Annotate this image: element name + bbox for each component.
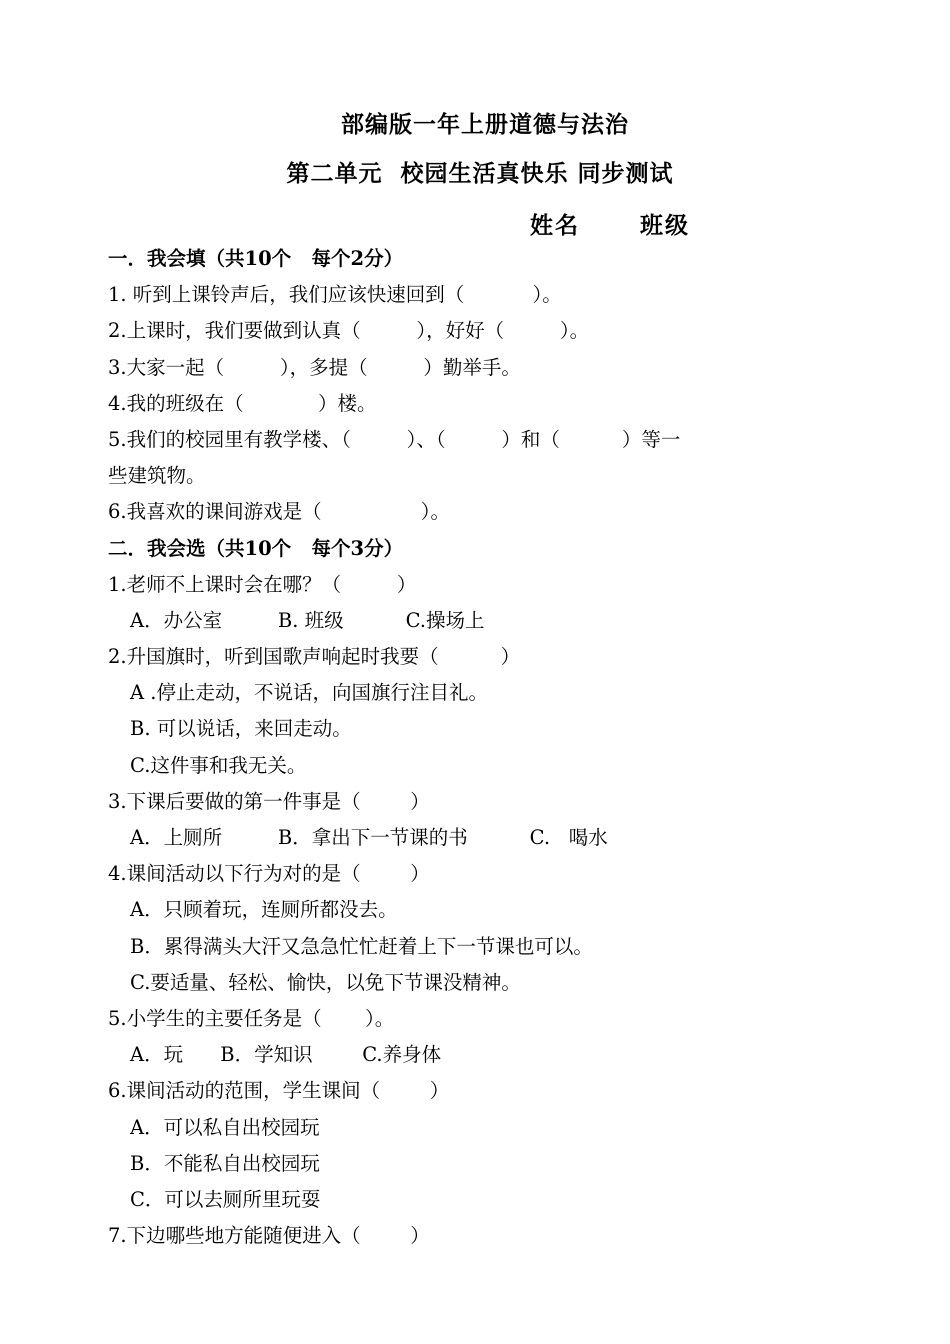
choice-question-2-option-c: C.这件事和我无关。 — [130, 753, 307, 777]
choice-question-6: 6.课间活动的范围，学生课间（ ） — [108, 1079, 450, 1103]
choice-question-7: 7.下边哪些地方能随便进入（ ） — [108, 1224, 430, 1248]
choice-question-4-option-c: C.要适量、轻松、愉快，以免下节课没精神。 — [130, 970, 521, 994]
choice-question-1-options: A．办公室 B. 班级 C.操场上 — [130, 608, 485, 632]
choice-question-1: 1.老师不上课时会在哪？（ ） — [108, 572, 417, 596]
document-subtitle: 第二单元 校园生活真快乐 同步测试 — [286, 160, 674, 187]
choice-question-6-option-b: B．不能私自出校园玩 — [130, 1151, 320, 1175]
choice-question-5-options: A．玩 B．学知识 C.养身体 — [130, 1043, 442, 1067]
question-content — [108, 241, 848, 1254]
choice-question-2: 2.升国旗时，听到国歌声响起时我要（ ） — [108, 645, 521, 669]
choice-question-2-option-b: B. 可以说话，来回走动。 — [130, 717, 352, 741]
choice-question-4: 4.课间活动以下行为对的是（ ） — [108, 862, 430, 886]
fill-question-4: 4.我的班级在（ ）楼。 — [108, 391, 377, 415]
fill-question-1: 1. 听到上课铃声后，我们应该快速回到（ ）。 — [108, 283, 562, 307]
choice-question-3: 3.下课后要做的第一件事是（ ） — [108, 789, 430, 813]
name-label: 姓名 — [530, 212, 580, 239]
choice-question-6-option-a: A．可以私自出校园玩 — [130, 1115, 320, 1139]
document-title: 部编版一年上册道德与法治 — [341, 111, 629, 138]
choice-question-4-option-b: B．累得满头大汗又急急忙忙赶着上下一节课也可以。 — [130, 934, 593, 958]
name-class-row — [530, 207, 690, 240]
choice-question-6-option-c: C．可以去厕所里玩耍 — [130, 1187, 321, 1211]
choice-question-5: 5.小学生的主要任务是（ ）。 — [108, 1006, 395, 1030]
section-fill-heading: 一．我会填（共10个 每个2分） — [108, 247, 404, 270]
section-choice-heading: 二．我会选（共10个 每个3分） — [108, 536, 404, 560]
fill-question-2: 2.上课时，我们要做到认真（ ），好好（ ）。 — [108, 319, 590, 343]
choice-question-2-option-a: A .停止走动，不说话，向国旗行注目礼。 — [130, 681, 488, 705]
class-label: 班级 — [640, 212, 690, 239]
fill-question-6: 6.我喜欢的课间游戏是（ ）。 — [108, 500, 451, 524]
fill-question-5-line1: 5.我们的校园里有教学楼、（ ）、（ ）和（ ）等一 — [108, 427, 681, 451]
fill-question-3: 3.大家一起（ ），多提（ ）勤举手。 — [108, 355, 521, 379]
choice-question-4-option-a: A．只顾着玩，连厕所都没去。 — [130, 898, 398, 922]
choice-question-3-options: A．上厕所 B．拿出下一节课的书 C. 喝水 — [130, 826, 608, 849]
fill-question-5-line2: 些建筑物。 — [108, 464, 206, 488]
